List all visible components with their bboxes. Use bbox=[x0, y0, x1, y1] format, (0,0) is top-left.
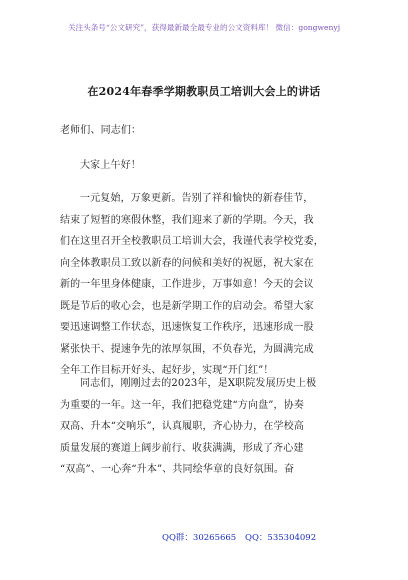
salutation bbox=[60, 120, 352, 142]
paragraph-line: 同志们，刚刚过去的2023年，是X职院发展历史上极 bbox=[80, 378, 317, 389]
paragraph-line: 一元复始，万象更新。告别了祥和愉快的新春佳节， bbox=[80, 193, 314, 204]
greeting-text: 大家上午好！ bbox=[80, 160, 141, 171]
paragraph-line: 要迅速调整工作状态，迅速恢复工作秩序，迅速形成一股 bbox=[60, 322, 314, 333]
paragraph-2 bbox=[60, 373, 352, 481]
paragraph-line: 向全体教职员工致以新春的问候和美好的祝愿，祝大家在 bbox=[60, 257, 314, 269]
header-banner: 关注头条号“公文研究”，获得最新最全最专业的公文资料库！ 微信：gongwenyj bbox=[67, 23, 341, 32]
paragraph-line: 紧张快干、提速争先的浓厚氛围，不负春光，为圆满完成 bbox=[60, 343, 314, 355]
paragraph-line: 既是节后的收心会，也是新学期工作的启动会。希望大家 bbox=[60, 300, 314, 312]
footer-qq-contact: QQ：535304092 bbox=[245, 533, 317, 543]
document-title: 在2024年春季学期教职员工培训大会上的讲话 bbox=[87, 85, 321, 98]
footer-qq-group: QQ群：30265665 bbox=[162, 533, 237, 543]
paragraph-line: 质量发展的赛道上阔步前行、收获满满，形成了齐心建 bbox=[60, 442, 304, 454]
paragraph-line: 为重要的一年。这一年，我们把稳党建“方向盘”，协奏 bbox=[60, 399, 304, 411]
greeting bbox=[60, 155, 352, 177]
paragraph-line: 全年工作目标开好头、起好步，实现“开门红”！ bbox=[60, 365, 274, 376]
paragraph-line: 们在这里召开全校教职员工培训大会，我谨代表学校党委， bbox=[60, 236, 324, 247]
paragraph-line: 新的一年里身体健康，工作进步，万事如意！今天的会议 bbox=[60, 279, 314, 290]
salutation-text: 老师们、同志们： bbox=[60, 125, 142, 136]
paragraph-line: “双高”、一心奔“升本”、共同绘华章的良好氛围。奋 bbox=[60, 464, 295, 475]
paragraph-1 bbox=[60, 188, 352, 382]
paragraph-line: 结束了短暂的寒假休整，我们迎来了新的学期。今天，我 bbox=[60, 214, 314, 226]
paragraph-line: 双高、升本“交响乐”，认真履职，齐心协力，在学校高 bbox=[60, 421, 304, 432]
